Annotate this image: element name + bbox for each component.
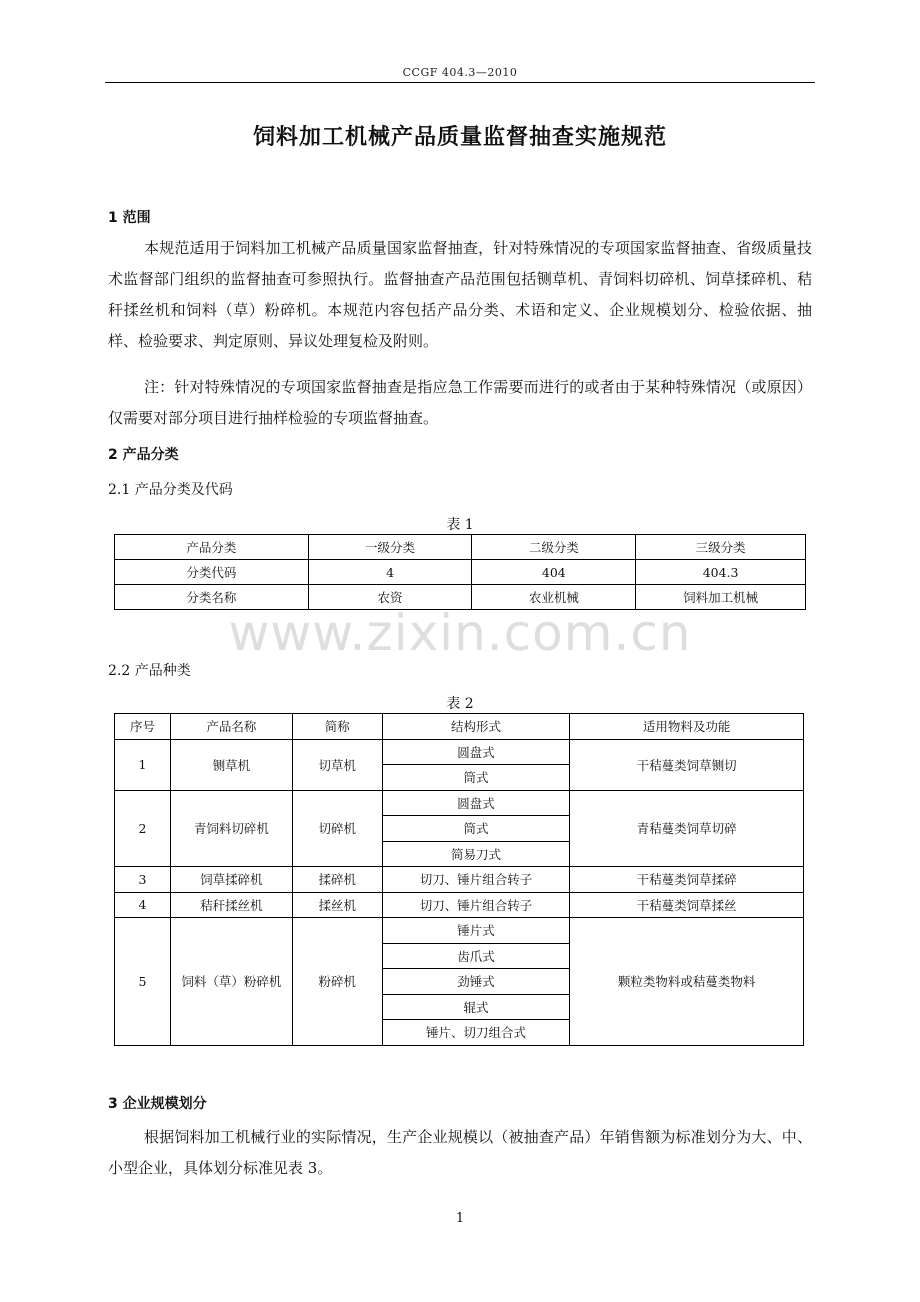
table-row	[115, 918, 804, 944]
table-header-cell: 三级分类	[636, 535, 806, 560]
table-header-cell: 结构形式	[382, 714, 570, 740]
table-header-cell: 一级分类	[308, 535, 472, 560]
short-name-cell: 切草机	[292, 739, 382, 790]
product-types-table	[114, 713, 804, 1046]
table-row	[115, 790, 804, 816]
product-classification-table	[114, 534, 806, 610]
row-number-cell: 3	[115, 867, 171, 893]
page-number: 1	[455, 1211, 465, 1226]
header-rule	[105, 82, 815, 83]
product-name-cell: 铡草机	[170, 739, 292, 790]
table-cell: 分类代码	[115, 560, 309, 585]
row-number-cell: 5	[115, 918, 171, 1046]
structure-form-cell: 简易刀式	[382, 841, 570, 867]
structure-form-cell: 切刀、锤片组合转子	[382, 892, 570, 918]
table-row	[115, 560, 806, 585]
section-3-heading: 3 企业规模划分	[108, 1096, 207, 1112]
structure-form-cell: 齿爪式	[382, 943, 570, 969]
table-cell: 404.3	[636, 560, 806, 585]
section-3-paragraph: 根据饲料加工机械行业的实际情况，生产企业规模以（被抽查产品）年销售额为标准划分为大、中、小型企业，具体划分标准见表 3。	[108, 1128, 812, 1177]
section-2-2-heading: 2.2 产品种类	[108, 663, 191, 679]
material-function-cell: 干秸蔓类饲草铡切	[570, 739, 804, 790]
material-function-cell: 干秸蔓类饲草揉丝	[570, 892, 804, 918]
row-number-cell: 4	[115, 892, 171, 918]
document-title: 饲料加工机械产品质量监督抽查实施规范	[252, 125, 667, 150]
row-number-cell: 1	[115, 739, 171, 790]
watermark: www.zixin.com.cn	[228, 604, 692, 662]
table-header-row	[115, 714, 804, 740]
row-number-cell: 2	[115, 790, 171, 867]
structure-form-cell: 辊式	[382, 994, 570, 1020]
short-name-cell: 揉丝机	[292, 892, 382, 918]
table-cell: 404	[472, 560, 636, 585]
structure-form-cell: 劲锤式	[382, 969, 570, 995]
table-cell: 饲料加工机械	[636, 585, 806, 610]
table-2-caption: 表 2	[446, 696, 474, 712]
table-cell: 分类名称	[115, 585, 309, 610]
table-row	[115, 739, 804, 765]
section-2-1-heading: 2.1 产品分类及代码	[108, 482, 233, 498]
short-name-cell: 切碎机	[292, 790, 382, 867]
table-header-cell: 产品名称	[170, 714, 292, 740]
material-function-cell: 干秸蔓类饲草揉碎	[570, 867, 804, 893]
structure-form-cell: 筒式	[382, 765, 570, 791]
product-name-cell: 秸秆揉丝机	[170, 892, 292, 918]
table-header-cell: 简称	[292, 714, 382, 740]
section-1-heading: 1 范围	[108, 210, 151, 226]
header-standard-code: CCGF 404.3—2010	[402, 66, 518, 79]
table-header-cell: 适用物料及功能	[570, 714, 804, 740]
table-cell: 农业机械	[472, 585, 636, 610]
table-header-cell: 二级分类	[472, 535, 636, 560]
product-name-cell: 饲料（草）粉碎机	[170, 918, 292, 1046]
table-row	[115, 867, 804, 893]
structure-form-cell: 切刀、锤片组合转子	[382, 867, 570, 893]
table-header-cell: 序号	[115, 714, 171, 740]
table-row	[115, 892, 804, 918]
table-header-cell: 产品分类	[115, 535, 309, 560]
product-name-cell: 饲草揉碎机	[170, 867, 292, 893]
structure-form-cell: 圆盘式	[382, 790, 570, 816]
structure-form-cell: 锤片式	[382, 918, 570, 944]
table-header-row	[115, 535, 806, 560]
material-function-cell: 颗粒类物料或秸蔓类物料	[570, 918, 804, 1046]
short-name-cell: 揉碎机	[292, 867, 382, 893]
section-1-paragraph: 本规范适用于饲料加工机械产品质量国家监督抽查，针对特殊情况的专项国家监督抽查、省级质量技术监督部门组织的监督抽查可参照执行。监督抽查产品范围包括铡草机、青饲料切碎机、饲草揉碎机、秸秆揉丝机和饲料（草）粉碎机。本规范内容包括产品分类、术语和定义、企业规模划分、检验依据、抽样、检验要求、判定原则、异议处理复检及附则。	[108, 239, 812, 350]
table-1-caption: 表 1	[446, 517, 474, 533]
section-1-note: 注：针对特殊情况的专项国家监督抽查是指应急工作需要而进行的或者由于某种特殊情况（或原因）仅需要对部分项目进行抽样检验的专项监督抽查。	[108, 378, 812, 427]
material-function-cell: 青秸蔓类饲草切碎	[570, 790, 804, 867]
table-cell: 4	[308, 560, 472, 585]
section-2-heading: 2 产品分类	[108, 447, 179, 463]
structure-form-cell: 筒式	[382, 816, 570, 842]
product-name-cell: 青饲料切碎机	[170, 790, 292, 867]
structure-form-cell: 圆盘式	[382, 739, 570, 765]
structure-form-cell: 锤片、切刀组合式	[382, 1020, 570, 1046]
table-cell: 农资	[308, 585, 472, 610]
short-name-cell: 粉碎机	[292, 918, 382, 1046]
